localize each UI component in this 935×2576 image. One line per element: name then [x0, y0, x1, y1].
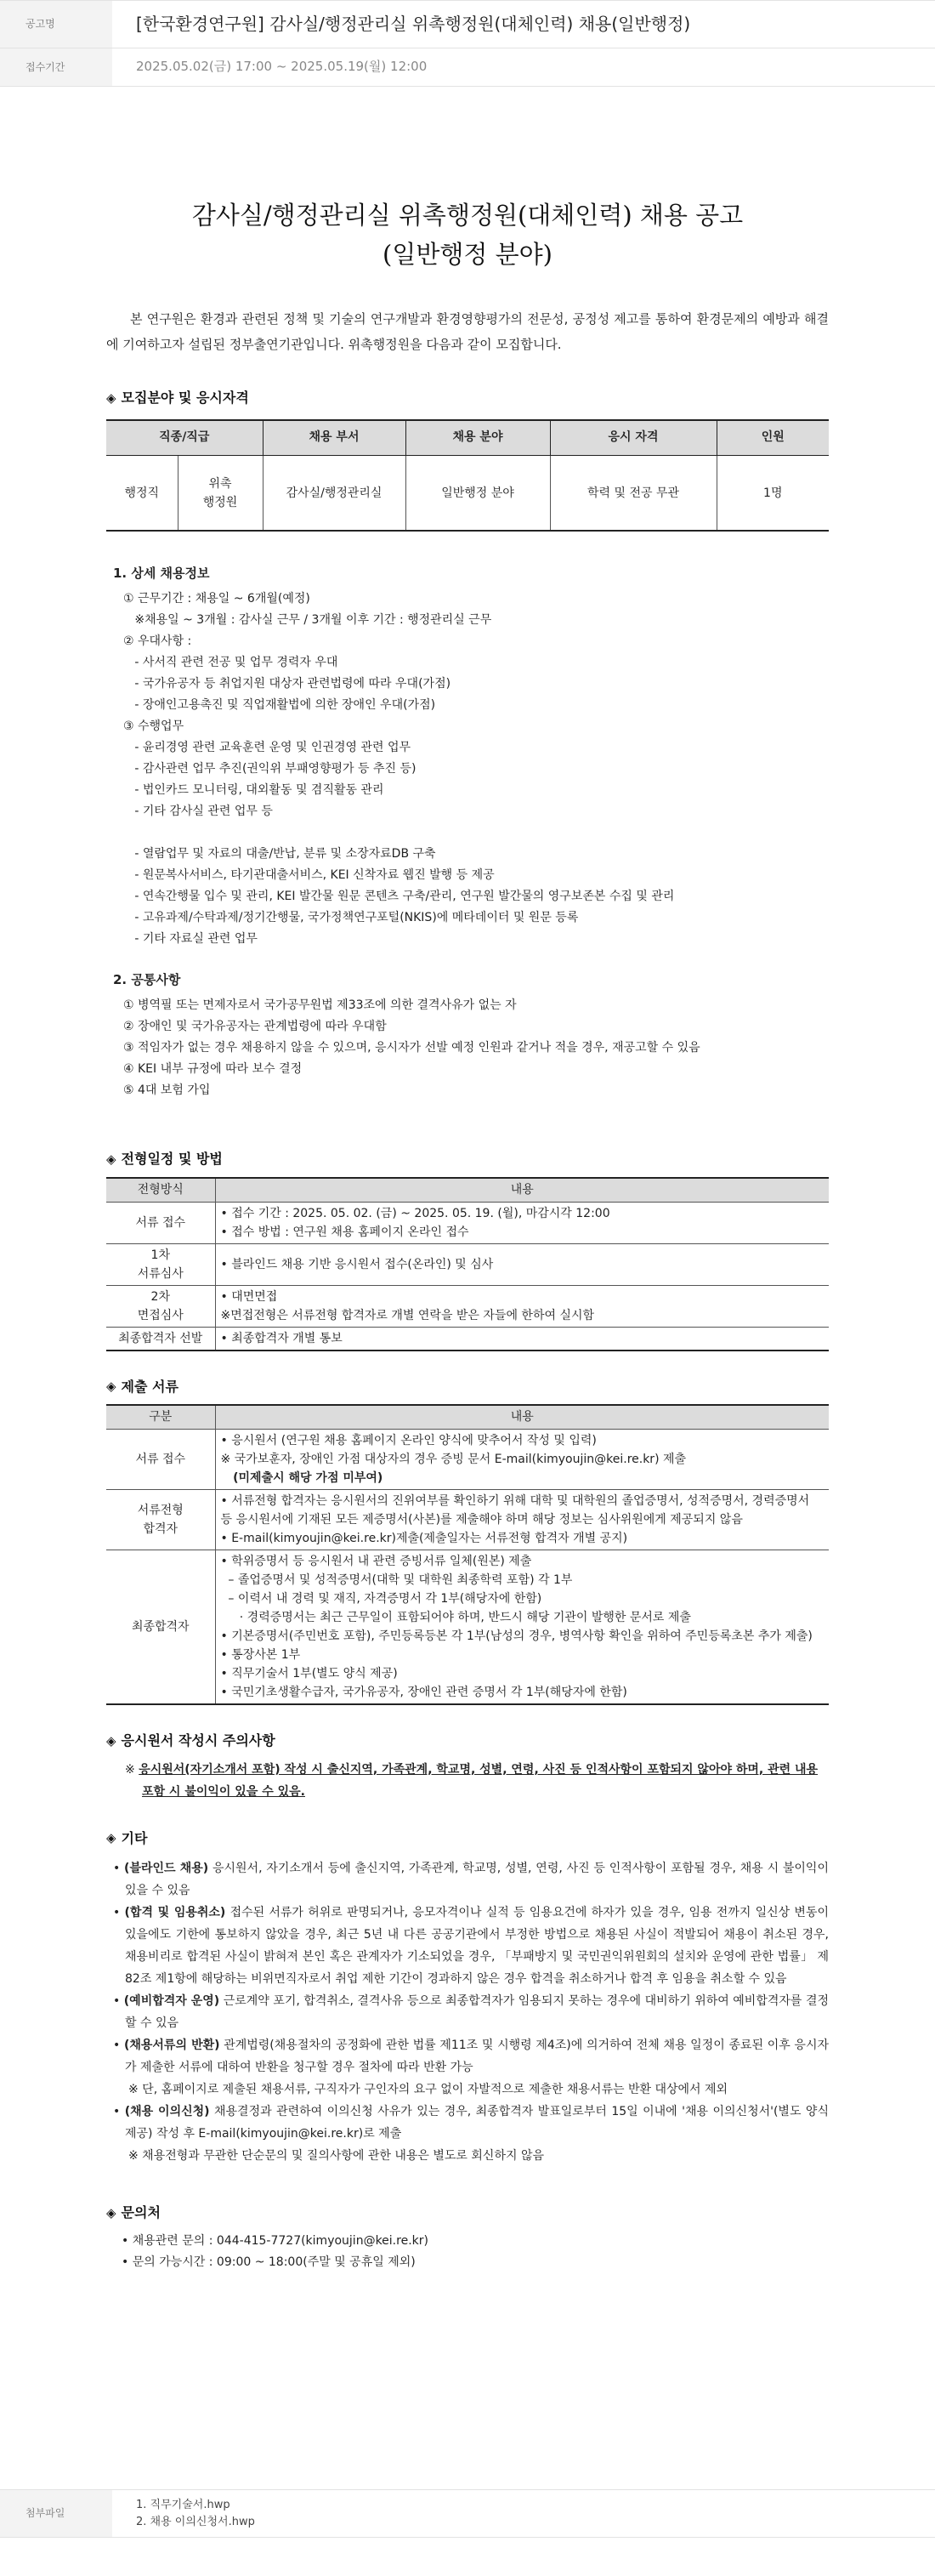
meta-period-row	[0, 48, 935, 87]
process-value-line: • 최종합격자 개별 통보	[220, 1331, 343, 1345]
detail-line: ③ 수행업무	[123, 719, 184, 734]
recruit-cell: 위촉 행정원	[178, 456, 263, 531]
posting-period: 2025.05.02(금) 17:00 ~ 2025.05.19(월) 12:00	[136, 59, 428, 75]
diamond-icon: ◈	[106, 1830, 116, 1846]
section-recruit-heading: 모집분야 및 응시자격	[121, 390, 249, 406]
posting-body	[0, 87, 935, 2489]
common-line: ③ 적임자가 없는 경우 채용하지 않을 수 있으며, 응시자가 선발 예정 인원과 같거나 적을 경우, 재공고할 수 있음	[123, 1041, 700, 1055]
docs-value-line: • 학위증명서 등 응시원서 내 관련 증빙서류 일체(원본) 제출	[220, 1554, 532, 1568]
contact-phone: • 채용관련 문의 : 044-415-7727(kimyoujin@kei.re.kr)	[122, 2234, 428, 2249]
caution-mark: ※	[125, 1762, 139, 1777]
detail-line: - 윤리경영 관련 교육훈련 운영 및 인권경영 관련 업무	[123, 741, 411, 755]
process-key: 최종합격자 선발	[106, 1327, 215, 1351]
etc-item-text: 접수된 서류가 허위로 판명되거나, 응모자격이나 실적 등 임용요건에 하자가 있을 경우, 임용 전까지 일신상 변동이 있을에도 기한에 통보하지 않았을 경우, 최근 5년 내 다른 공공기관에서 부정한 방법으로 채용된 사실이 적발되어 채용이 취소된 경우, 채용비리로 합격된 사실이 밝혀져 본인 혹은 관계자가 기소되었을 경우, 「부패방지 및 국민권익위원회의 설치와 운영에 관한 법률」 제82조 제1항에 해당하는 비위면직자로서 취업 제한 기간이 경과하지 않은 경우 합격을 취소하거나 합격 후 임용을 취소할 수 있음	[125, 1906, 829, 1987]
attachment-link[interactable]: 2. 채용 이의신청서.hwp	[136, 2516, 255, 2528]
etc-item-title: (예비합격자 운영)	[123, 1994, 220, 2009]
detail-line: - 원문복사서비스, 타기관대출서비스, KEI 신착자료 웹진 발행 등 제공	[123, 868, 495, 883]
detail-line: ② 우대사항 :	[123, 634, 192, 649]
process-key: 1차 서류심사	[106, 1243, 215, 1285]
diamond-icon: ◈	[106, 1732, 116, 1749]
detail-line: - 연속간행물 입수 및 관리, KEI 발간물 원문 콘텐츠 구축/관리, 연구원 발간물의 영구보존본 수집 및 관리	[123, 890, 675, 904]
etc-item	[106, 2145, 829, 2167]
table-row	[106, 1202, 829, 1243]
etc-item	[106, 1902, 829, 1990]
diamond-icon: ◈	[106, 1379, 116, 1395]
docs-value-line: · 경력증명서는 최근 근무일이 표함되어야 하며, 반드시 해당 기관이 발행한 문서로 제출	[220, 1610, 691, 1624]
bullet-icon: •	[113, 1906, 125, 1920]
common-heading: 2. 공통사항	[113, 972, 181, 988]
intro-paragraph: 본 연구원은 환경과 관련된 정책 및 기술의 연구개발과 환경영향평가의 전문성, 공정성 제고를 통하여 환경문제의 예방과 해결에 기여하고자 설립된 정부출연기관입니다. 위촉행정원을 다음과 같이 모집합니다.	[106, 311, 829, 352]
etc-item	[106, 2101, 829, 2145]
docs-value-line: – 이력서 내 경력 및 재직, 자격증명서 각 1부(해당자에 한함)	[220, 1591, 542, 1606]
table-row	[106, 1550, 829, 1704]
docs-value-line: • E-mail(kimyoujin@kei.re.kr)제출(제출일자는 서류전형 합격자 개별 공지)	[220, 1531, 628, 1545]
table-row	[106, 1285, 829, 1327]
process-value	[215, 1327, 829, 1351]
recruit-cell: 1명	[717, 456, 829, 531]
meta-title-row	[0, 0, 935, 48]
section-caution	[106, 1731, 829, 1752]
etc-item-text: 채용결정과 관련하여 이의신청 사유가 있는 경우, 최종합격자 발표일로부터 15일 이내에 '채용 이의신청서'(별도 양식 제공) 작성 후 E-mail(kimyoujin@kei.re.kr)로 제출	[125, 2105, 829, 2141]
etc-item	[106, 1990, 829, 2034]
etc-item-title: (채용 이의신청)	[124, 2105, 210, 2119]
etc-item-text: 관계법령(채용절차의 공정화에 관한 법률 제11조 및 시행령 제4조)에 의거하여 전체 채용 일정이 종료된 이후 응시자가 제출한 서류에 대하여 반환을 청구할 경우 절차에 따라 반환 가능	[125, 2039, 829, 2075]
recruit-th: 채용 부서	[263, 420, 405, 456]
detail-line: - 고유과제/수탁과제/정기간행물, 국가정책연구포털(NKIS)에 메타데이터 및 원문 등록	[123, 911, 579, 925]
diamond-icon: ◈	[106, 1152, 116, 1168]
posting-title: [한국환경연구원] 감사실/행정관리실 위촉행정원(대체인력) 채용(일반행정)	[136, 14, 691, 34]
docs-value	[215, 1550, 829, 1704]
document-title	[106, 87, 829, 274]
bullet-icon: •	[113, 1994, 124, 2009]
document-title-line1: 감사실/행정관리실 위촉행정원(대체인력) 채용 공고	[191, 201, 744, 230]
table-row	[106, 1489, 829, 1550]
etc-item	[106, 2034, 829, 2078]
caution-text: 응시원서(자기소개서 포함) 작성 시 출신지역, 가족관계, 학교명, 성별, 연령, 사진 등 인적사항이 포함되지 않아야 하며, 관련 내용 포함 시 불이익이 있을 수 있음.	[139, 1762, 819, 1799]
docs-table	[106, 1404, 829, 1705]
table-row	[106, 1327, 829, 1351]
detail-line: - 법인카드 모니터링, 대외활동 및 겸직활동 관리	[123, 783, 384, 798]
section-recruit	[106, 388, 829, 409]
section-etc-heading: 기타	[121, 1829, 148, 1846]
attachments-list	[112, 2490, 279, 2537]
docs-key: 최종합격자	[106, 1550, 215, 1704]
process-value	[215, 1285, 829, 1327]
recruit-th: 직종/직급	[106, 420, 263, 456]
etc-item-text: 응시원서, 자기소개서 등에 출신지역, 가족관계, 학교명, 성별, 연령, 사진 등 인적사항이 포함될 경우, 채용 시 불이익이 있을 수 있음	[125, 1862, 829, 1898]
diamond-icon: ◈	[106, 390, 116, 406]
etc-item-text: ※ 채용전형과 무관한 단순문의 및 질의사항에 관한 내용은 별도로 회신하지 않음	[128, 2149, 544, 2164]
etc-list	[106, 1857, 829, 2167]
recruit-cell: 행정직	[106, 456, 178, 531]
bullet-icon: •	[113, 2039, 124, 2053]
docs-value-line: • 직무기술서 1부(별도 양식 제공)	[220, 1666, 398, 1680]
section-process-heading: 전형일정 및 방법	[121, 1151, 223, 1168]
contact-lines	[122, 2231, 829, 2273]
attachment-link[interactable]: 1. 직무기술서.hwp	[136, 2499, 230, 2511]
bullet-icon: •	[113, 2105, 125, 2119]
docs-value-line: • 기본증명서(주민번호 포함), 주민등록등본 각 1부(남성의 경우, 병역사항 확인을 위하여 주민등록초본 추가 제출)	[220, 1629, 813, 1643]
attachments-label: 첨부파일	[0, 2490, 112, 2537]
detail-line: - 장애인고용촉진 및 직업재활법에 의한 장애인 우대(가점)	[123, 698, 436, 713]
section-docs	[106, 1377, 829, 1398]
docs-value-line: • 서류전형 합격자는 응시원서의 진위여부를 확인하기 위해 대학 및 대학원의 졸업증명서, 성적증명서, 경력증명서 등 응시원서에 기재된 모든 제증명서(사본)를 제출해야 하며 해당 정보는 심사위원에게 제공되지 않음	[220, 1493, 813, 1527]
process-value-line: • 접수 기간 : 2025. 05. 02. (금) ~ 2025. 05. 19. (월), 마감시각 12:00	[220, 1206, 610, 1220]
common-line: ② 장애인 및 국가유공자는 관계법령에 따라 우대함	[123, 1020, 387, 1034]
docs-value-line: (미제출시 해당 가점 미부여)	[220, 1470, 383, 1485]
process-key: 서류 접수	[106, 1202, 215, 1243]
detail-line: ① 근무기간 : 채용일 ~ 6개월(예정)	[123, 592, 310, 606]
common-line: ⑤ 4대 보험 가입	[123, 1083, 211, 1098]
recruit-cell: 학력 및 전공 무관	[550, 456, 717, 531]
bullet-icon: •	[113, 1862, 125, 1876]
table-row	[106, 1243, 829, 1285]
detail-line: - 열람업무 및 자료의 대출/반납, 분류 및 소장자료DB 구축	[123, 847, 436, 862]
attachments-row	[0, 2489, 935, 2538]
etc-item-title: (합격 및 임용취소)	[124, 1906, 226, 1920]
detail-line: - 감사관련 업무 추진(권익위 부패영향평가 등 추진 등)	[123, 762, 416, 776]
table-row	[106, 1429, 829, 1489]
section-docs-heading: 제출 서류	[121, 1378, 178, 1395]
title-label: 공고명	[0, 1, 112, 48]
docs-value-line: • 국민기초생활수급자, 국가유공자, 장애인 관련 증명서 각 1부(해당자에 한함)	[220, 1685, 627, 1699]
etc-item-title: (채용서류의 반환)	[123, 2039, 220, 2053]
process-value	[215, 1243, 829, 1285]
common-line: ④ KEI 내부 규정에 따라 보수 결정	[123, 1062, 303, 1077]
etc-item	[106, 1857, 829, 1902]
docs-key: 서류 접수	[106, 1429, 215, 1489]
recruit-cell: 감사실/행정관리실	[263, 456, 405, 531]
recruit-table	[106, 419, 829, 532]
docs-value-line: • 통장사본 1부	[220, 1647, 301, 1662]
detail-line	[123, 822, 829, 844]
docs-key: 서류전형 합격자	[106, 1489, 215, 1550]
docs-th: 구분	[106, 1405, 215, 1429]
process-value-line: • 접수 방법 : 연구원 채용 홈페이지 온라인 접수	[220, 1225, 469, 1239]
recruit-th: 인원	[717, 420, 829, 456]
process-value-line: • 블라인드 채용 기반 응시원서 접수(온라인) 및 심사	[220, 1257, 494, 1271]
etc-item-text: ※ 단, 홈페이지로 제출된 채용서류, 구직자가 구인자의 요구 없이 자발적으로 제출한 채용서류는 반환 대상에서 제외	[128, 2083, 728, 2097]
document-title-line2: (일반행정 분야)	[382, 240, 552, 269]
section-contact-heading: 문의처	[121, 2204, 161, 2221]
recruit-cell: 일반행정 분야	[405, 456, 550, 531]
process-table	[106, 1177, 829, 1351]
process-value-line: ※면접전형은 서류전형 합격자로 개별 연락을 받은 자들에 한하여 실시함	[220, 1308, 595, 1322]
common-line: ① 병역필 또는 면제자로서 국가공무원법 제33조에 의한 결격사유가 없는 자	[123, 998, 517, 1013]
section-process	[106, 1149, 829, 1170]
detail-heading: 1. 상세 채용정보	[113, 565, 210, 581]
recruit-th: 채용 분야	[405, 420, 550, 456]
section-caution-heading: 응시원서 작성시 주의사항	[121, 1732, 275, 1749]
docs-th: 내용	[215, 1405, 829, 1429]
etc-item	[106, 2078, 829, 2101]
process-th: 전형방식	[106, 1178, 215, 1202]
docs-value	[215, 1489, 829, 1550]
diamond-icon: ◈	[106, 2205, 116, 2221]
section-etc	[106, 1828, 829, 1850]
caution-note	[106, 1759, 829, 1803]
detail-line: - 사서직 관련 전공 및 업무 경력자 우대	[123, 656, 338, 670]
etc-item-title: (블라인드 채용)	[124, 1862, 209, 1876]
contact-hours: • 문의 가능시간 : 09:00 ~ 18:00(주말 및 공휴일 제외)	[122, 2255, 416, 2270]
common-lines	[123, 995, 829, 1101]
docs-value-line: – 졸업증명서 및 성적증명서(대학 및 대학원 최종학력 포함) 각 1부	[220, 1572, 573, 1587]
detail-line: ※채용일 ~ 3개월 : 감사실 근무 / 3개월 이후 기간 : 행정관리실 근무	[123, 613, 492, 628]
section-contact	[106, 2203, 829, 2224]
detail-line: - 기타 자료실 관련 업무	[123, 932, 258, 947]
detail-line: - 기타 감사실 관련 업무 등	[123, 805, 273, 819]
process-value	[215, 1202, 829, 1243]
detail-lines	[123, 589, 829, 950]
recruit-th: 응시 자격	[550, 420, 717, 456]
process-value-line: • 대면면접	[220, 1289, 278, 1304]
etc-item-text: 근로계약 포기, 합격취소, 결격사유 등으로 최종합격자가 임용되지 못하는 경우에 대비하기 위하여 예비합격자를 결정할 수 있음	[125, 1994, 829, 2031]
detail-line: - 국가유공자 등 취업지원 대상자 관련법령에 따라 우대(가점)	[123, 677, 451, 691]
docs-value	[215, 1429, 829, 1489]
docs-value-line: ※ 국가보훈자, 장애인 가점 대상자의 경우 증빙 문서 E-mail(kimyoujin@kei.re.kr) 제출	[220, 1452, 687, 1466]
docs-value-line: • 응시원서 (연구원 채용 홈페이지 온라인 양식에 맞추어서 작성 및 입력)	[220, 1433, 597, 1447]
table-row	[106, 456, 829, 531]
process-th: 내용	[215, 1178, 829, 1202]
period-label: 접수기간	[0, 48, 112, 86]
process-key: 2차 면접심사	[106, 1285, 215, 1327]
